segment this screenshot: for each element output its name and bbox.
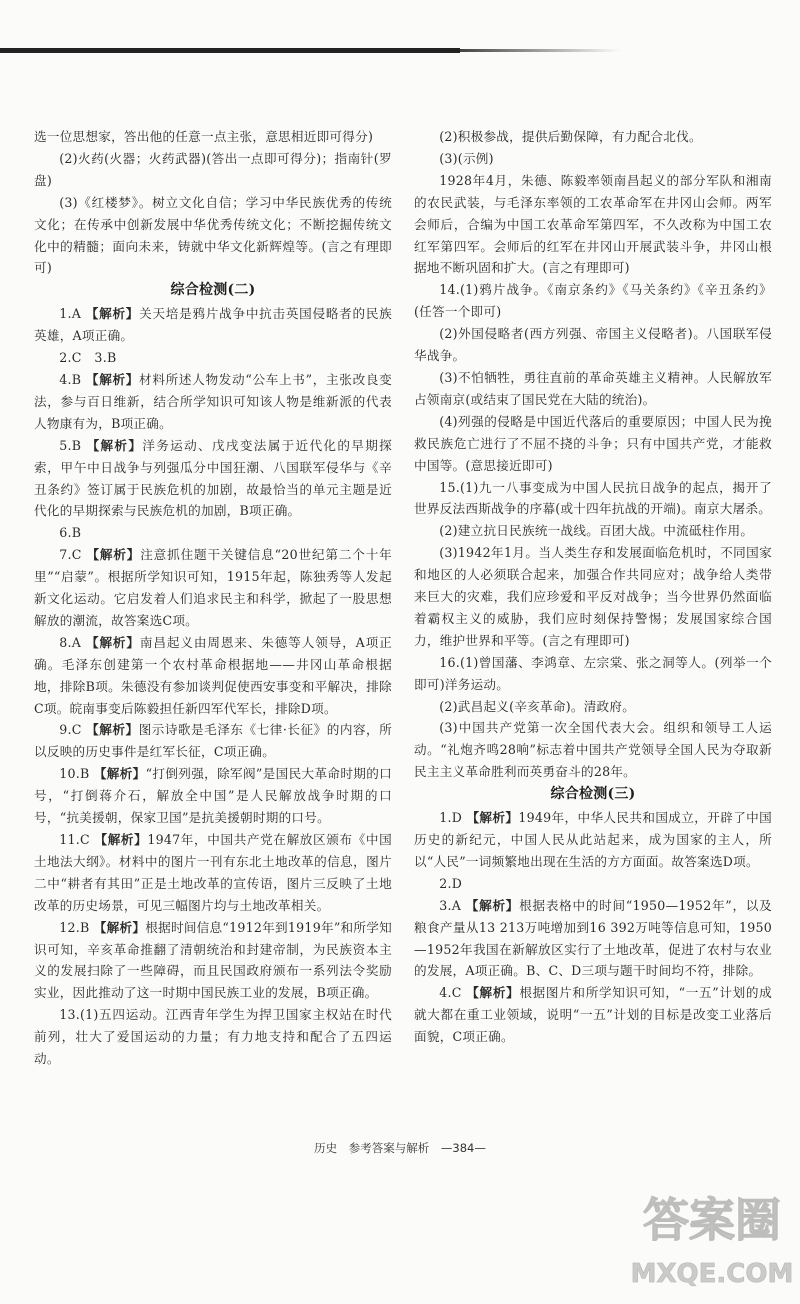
left-column	[34, 126, 392, 1070]
paragraph: (3)不怕牺牲，勇往直前的革命英雄主义精神。人民解放军占领南京(或结束了国民党在大陆的统治)。	[414, 369, 772, 407]
paragraph: (2)积极参战，提供后勤保障，有力配合北伐。	[439, 129, 702, 144]
answer-item: 4.C 【解析】根据图片和所学知识可知，“一五”计划的成就大都在重工业领域，说明“一五”计划的目标是改变工业落后面貌，C项正确。	[414, 985, 773, 1045]
paragraph: (2)建立抗日民族统一战线。百团大战。中流砥柱作用。	[439, 523, 754, 539]
answer-item: 8.A 【解析】南昌起义由周恩来、朱德等人领导，A项正确。毛泽东创建第一个农村革命根据地——井冈山革命根据地，排除B项。朱德没有参加谈判促使西安事变和平解决，排除C项。皖南事变后陈毅担任新四军代军长，排除D项。	[34, 634, 392, 716]
paragraph: 16.(1)曾国藩、李鸿章、左宗棠、张之洞等人。(列举一个即可)洋务运动。	[414, 654, 772, 692]
paragraph: 1928年4月，朱德、陈毅率领南昌起义的部分军队和湘南的农民武装，与毛泽东率领的工农革命军在井冈山会师。两军会师后，合编为中国工农革命军第四军，不久改称为中国工农红军第四军。会师后的红军在井冈山开展武装斗争，井冈山根据地不断巩固和扩大。(言之有理即可)	[414, 172, 772, 276]
answer-item: 1.A 【解析】关天培是鸦片战争中抗击英国侵略者的民族英雄，A项正确。	[34, 306, 393, 344]
answer-item: 3.A 【解析】根据表格中的时间“1950—1952年”，以及粮食产量从13 213万吨增加到16 392万吨等信息可知，1950—1952年我国在新解放区实行了土地改革，促进了农村与农业的发展，A项正确。B、C、D三项与题干时间均不符，排除。	[414, 897, 772, 979]
paragraph: 选一位思想家，答出他的任意一点主张，意思相近即可得分)	[34, 129, 374, 144]
right-column	[414, 126, 772, 1048]
answer-item: 1.D 【解析】1949年，中华人民共和国成立，开辟了中国历史的新纪元，中国人民从此站起来，成为国家的主人，所以“人民”一词频繁地出现在生活的方方面面。故答案选D项。	[414, 810, 772, 869]
footer-subject: 历史	[314, 1141, 338, 1155]
answer-item: 13.(1)五四运动。江西青年学生为捍卫国家主权站在时代前列，壮大了爱国运动的力量；有力地支持和配合了五四运动。	[34, 1007, 392, 1067]
paragraph: 15.(1)九一八事变成为中国人民抗日战争的起点，揭开了世界反法西斯战争的序幕(或十四年抗战的开端)。南京大屠杀。	[414, 479, 772, 517]
paragraph: (2)外国侵略者(西方列强、帝国主义侵略者)。八国联军侵华战争。	[414, 326, 772, 364]
answer-item: 10.B 【解析】“打倒列强，除军阀”是国民大革命时期的口号，“打倒蒋介石，解放全中国”是人民解放战争时期的口号，“抗美援朝，保家卫国”是抗美援朝时期的口号。	[34, 766, 392, 826]
answer-item: 4.B 【解析】材料所述人物发动“公车上书”，主张改良变法，参与百日维新，结合所学知识可知该人物是维新派的代表人物康有为，B项正确。	[34, 371, 392, 431]
paragraph: 14.(1)鸦片战争。《南京条约》《马关条约》《辛丑条约》(任答一个即可)	[414, 282, 772, 320]
page-footer	[0, 1140, 800, 1156]
watermark-logo	[630, 1178, 795, 1298]
paragraph: (3)(示例)	[439, 150, 494, 166]
footer-title: 参考答案与解析	[348, 1141, 430, 1155]
section-title: 综合检测(三)	[550, 786, 636, 803]
watermark-text: 答案圈	[643, 1193, 781, 1247]
top-rule	[0, 48, 460, 53]
answer-item: 12.B 【解析】根据时间信息“1912年到1919年”和所学知识可知，辛亥革命推翻了清朝统治和封建帝制，为民族资本主义的发展扫除了一些障碍，而且民国政府颁布一系列法令奖励实业，因此推动了这一时期中国民族工业的发展，B项正确。	[34, 919, 392, 1001]
section-title: 综合检测(二)	[170, 282, 256, 299]
answer-item: 2.C 3.B	[59, 350, 117, 366]
answer-item: 6.B	[59, 525, 82, 541]
answer-item: 2.D	[439, 875, 463, 891]
answer-item: 11.C 【解析】1947年，中国共产党在解放区颁布《中国土地法大纲》。材料中的图片一刊有东北土地改革的信息，图片二中“耕者有其田”正是土地改革的宣传语，图片三反映了土地改革的历史场景，可见三幅图片均与土地改革相关。	[34, 832, 392, 913]
paragraph: (3)中国共产党第一次全国代表大会。组织和领导工人运动。“礼炮齐鸣28响”标志着中国共产党领导全国人民为夺取新民主主义革命胜利而英勇奋斗的28年。	[414, 720, 772, 780]
answer-item: 5.B 【解析】洋务运动、戊戌变法属于近代化的早期探索，甲午中日战争与列强瓜分中国狂潮、八国联军侵华与《辛丑条约》签订属于民族危机的加剧，故最恰当的单元主题是近代化的早期探索与民族危机的加剧，B项正确。	[34, 437, 393, 519]
page-number: —384—	[440, 1141, 486, 1155]
answer-item: 9.C 【解析】图示诗歌是毛泽东《七律·长征》的内容，所以反映的历史事件是红军长征，C项正确。	[34, 722, 393, 760]
answer-item: 7.C 【解析】注意抓住题干关键信息“20世纪第二个十年里”“启蒙”。根据所学知识可知，1915年起，陈独秀等人发起新文化运动。它启发着人们追求民主和科学，掀起了一股思想解放的潮流，故答案选C项。	[34, 547, 393, 628]
top-rule-fade	[460, 49, 620, 52]
paragraph: (2)火药(火器；火药武器)(答出一点即可得分)；指南针(罗盘)	[34, 150, 392, 188]
paragraph: (3)《红楼梦》。树立文化自信；学习中华民族优秀的传统文化；在传承中创新发展中华优秀传统文化；不断挖掘传统文化中的精髓；面向未来，铸就中华文化新辉煌等。(言之有理即可)	[34, 194, 392, 276]
paragraph: (3)1942年1月。当人类生存和发展面临危机时，不同国家和地区的人必须联合起来，加强合作共同应对；战争给人类带来巨大的灾难，我们应珍爱和平反对战争；当今世界仍然面临着霸权主义的威胁，我们应时刻保持警惕；发展国家综合国力，维护世界和平等。(言之有理即可)	[414, 545, 772, 648]
paragraph: (4)列强的侵略是中国近代落后的重要原因；中国人民为挽救民族危亡进行了不屈不挠的斗争；只有中国共产党，才能救中国等。(意思接近即可)	[414, 413, 772, 473]
paragraph: (2)武昌起义(辛亥革命)。清政府。	[439, 698, 636, 714]
watermark-url: MXQE.COM	[630, 1259, 794, 1289]
